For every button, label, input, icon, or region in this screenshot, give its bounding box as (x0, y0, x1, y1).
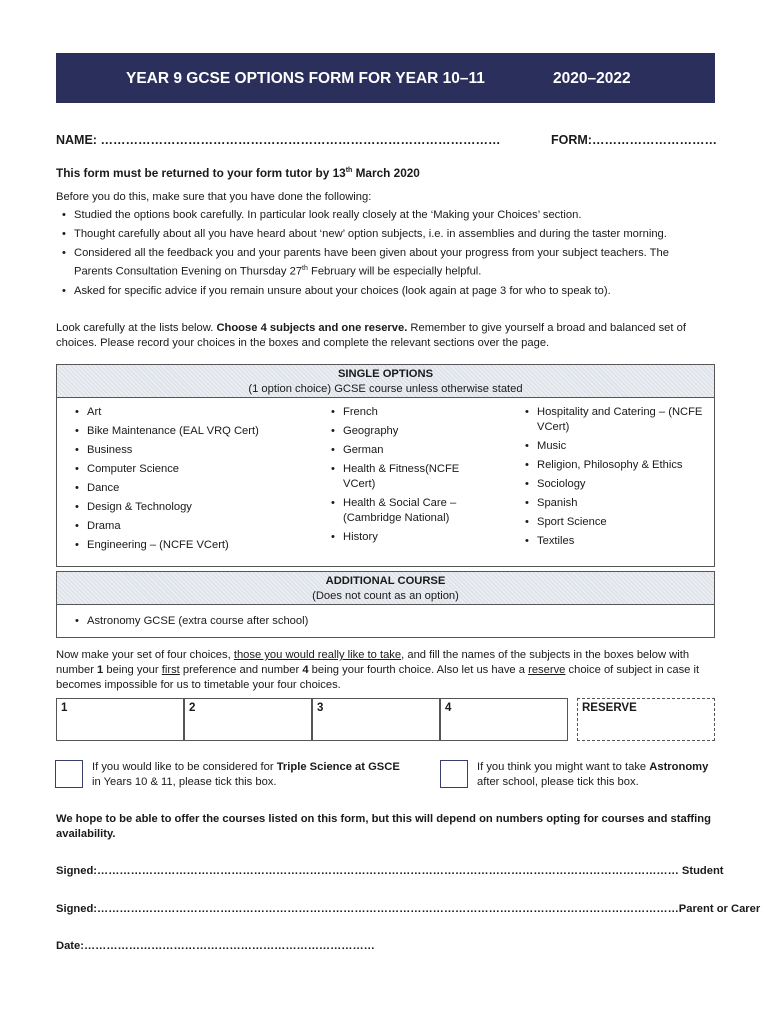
deadline-text: This form must be returned to your form tutor by 13th March 2020 (56, 166, 420, 180)
additional-course-header (57, 572, 714, 605)
instructions-text: Look carefully at the lists below. Choose 4 subjects and one reserve. Remember to give yourself a broad and balanced set of choices. Please record your choices in the boxes and complete the relevant sections over the page. (56, 322, 686, 349)
option-item: • French (325, 405, 475, 420)
additional-course-box (56, 571, 715, 638)
form-field[interactable]: FORM:………………………… (551, 133, 717, 147)
date-line[interactable]: Date:…………………………………………………………………… (56, 940, 375, 952)
option-item: • Art (69, 405, 299, 420)
form-header (56, 53, 715, 103)
parent-signature-line[interactable]: Signed:…………………………………………………………………………………………………………………………………………Parent or Carer (56, 903, 761, 915)
single-options-box (56, 364, 715, 567)
list-item: • Studied the options book carefully. In particular look really closely at the ‘Making your Choices’ section. (56, 208, 696, 223)
list-item: • Considered all the feedback you and your parents have been given about your progress from your subject teachers. The Parents Consultation Evening on Thursday 27th February will be especially helpful. (56, 246, 696, 280)
options-column-2 (325, 405, 475, 549)
form-years: 2020–2022 (553, 70, 631, 87)
availability-notice: We hope to be able to offer the courses listed on this form, but this will depend on numbers opting for courses and staffing availability. (56, 813, 711, 840)
choice-box-3[interactable]: 3 (312, 698, 440, 741)
additional-subheading: (Does not count as an option) (312, 589, 459, 602)
single-options-header (57, 365, 714, 398)
option-item: • History (325, 530, 475, 545)
option-item: • Sociology (519, 477, 704, 492)
reserve-box[interactable]: RESERVE (577, 698, 715, 741)
choice-box-4[interactable]: 4 (440, 698, 568, 741)
list-item: • Thought carefully about all you have heard about ‘new’ option subjects, i.e. in assemblies and during the taster morning. (56, 227, 696, 242)
astronomy-text: If you think you might want to take Astronomy after school, please tick this box. (477, 761, 709, 788)
astronomy-checkbox[interactable] (440, 760, 468, 788)
triple-science-text: If you would like to be considered for Triple Science at GSCE in Years 10 & 11, please tick this box. (92, 761, 400, 788)
option-item: • Engineering – (NCFE VCert) (69, 538, 299, 553)
choices-instructions: Now make your set of four choices, those you would really like to take, and fill the names of the subjects in the boxes below with number 1 being your first preference and number 4 being your fourth choice. Also let us have a reserve choice of subject in case it becomes impossible for us to timetable your four choices. (56, 649, 700, 691)
option-item: • Computer Science (69, 462, 299, 477)
option-item: • Business (69, 443, 299, 458)
option-item: • German (325, 443, 475, 458)
additional-heading: ADDITIONAL COURSE (325, 575, 446, 587)
triple-science-checkbox[interactable] (55, 760, 83, 788)
choice-box-1[interactable]: 1 (56, 698, 184, 741)
additional-item: • Astronomy GCSE (extra course after school) (69, 614, 308, 629)
checklist (56, 208, 696, 299)
option-item: • Health & Fitness(NCFE VCert) (325, 462, 475, 492)
single-options-heading: SINGLE OPTIONS (337, 368, 434, 380)
student-signature-line[interactable]: Signed:………………………………………………………………………………………………………………………………………… Student (56, 865, 724, 877)
option-item: • Music (519, 439, 704, 454)
list-item: • Asked for specific advice if you remain unsure about your choices (look again at page 3 for who to speak to). (56, 284, 696, 299)
intro-text: Before you do this, make sure that you have done the following: (56, 191, 372, 203)
form-title: YEAR 9 GCSE OPTIONS FORM FOR YEAR 10–11 (126, 70, 485, 87)
options-column-3 (519, 405, 704, 553)
option-item: • Bike Maintenance (EAL VRQ Cert) (69, 424, 299, 439)
option-item: • Geography (325, 424, 475, 439)
name-field[interactable]: NAME: …………………………………………………………………………………… (56, 133, 501, 147)
option-item: • Drama (69, 519, 299, 534)
option-item: • Hospitality and Catering – (NCFE VCert) (519, 405, 704, 435)
option-item: • Sport Science (519, 515, 704, 530)
option-item: • Spanish (519, 496, 704, 511)
option-item: • Textiles (519, 534, 704, 549)
options-column-1 (69, 405, 299, 557)
choice-box-2[interactable]: 2 (184, 698, 312, 741)
single-options-subheading: (1 option choice) GCSE course unless otherwise stated (248, 382, 523, 395)
option-item: • Health & Social Care – (Cambridge National) (325, 496, 475, 526)
option-item: • Religion, Philosophy & Ethics (519, 458, 704, 473)
option-item: • Design & Technology (69, 500, 299, 515)
option-item: • Dance (69, 481, 299, 496)
